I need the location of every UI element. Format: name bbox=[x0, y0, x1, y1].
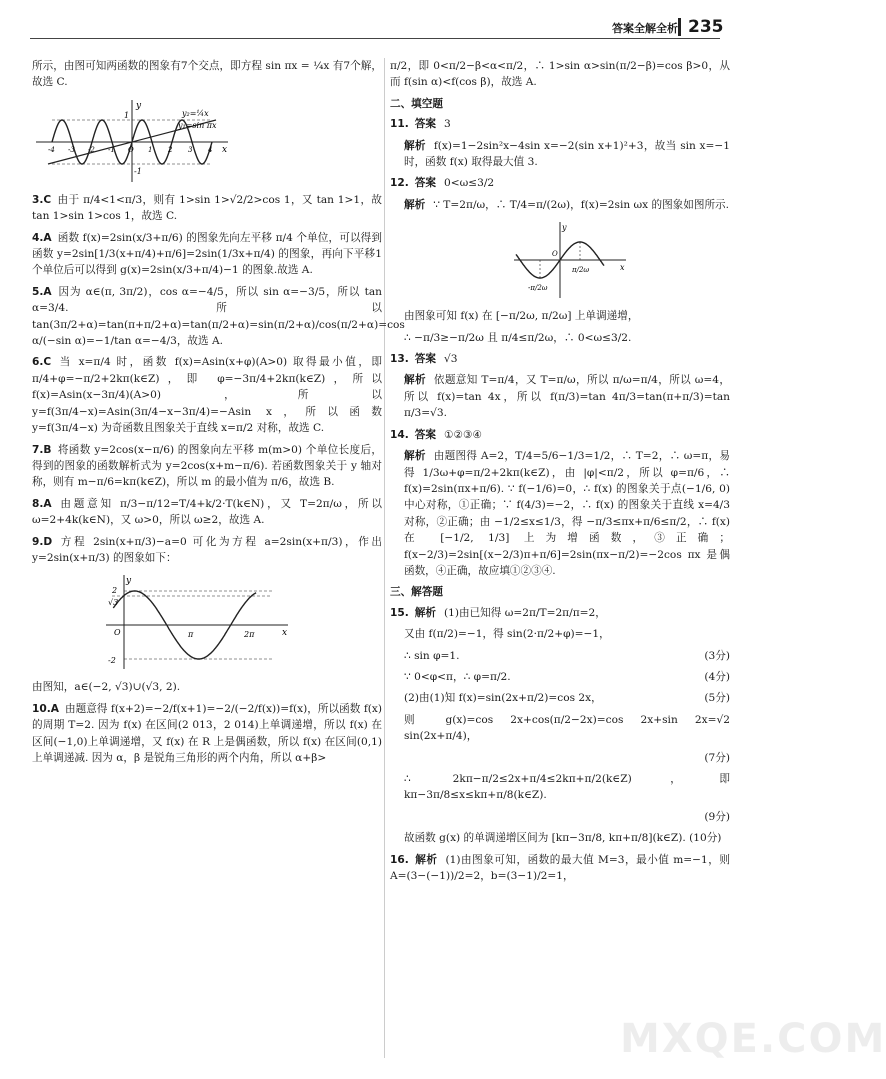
q4 bbox=[32, 230, 382, 279]
q16-num: 16. bbox=[390, 853, 409, 866]
q15-s1: (3分) bbox=[704, 649, 730, 662]
q15-s5-row bbox=[390, 809, 730, 825]
q10 bbox=[32, 701, 382, 767]
figure-sine-line bbox=[32, 96, 382, 184]
q15-l4-row bbox=[390, 669, 730, 685]
q10-text: 由题意得 f(x+2)=−2/f(x+1)=−2/(−2/f(x))=f(x)，所以函数 f(x) 的周期 T=2. 因为 f(x) 在区间(2 013，2 014)上单调递增，所以 f(x) 在区间(−1,0)上单调递增，又 f(x) 在 R 上是偶函数，所以 f(x) 在区间(0,1)上单调递减. 因为 α，β 是锐角三角形的两个内角，所以 α+β> bbox=[32, 702, 382, 764]
q12-line2: 由图象可知 f(x) 在 [−π/2ω, π/2ω] 上单调递增， bbox=[404, 310, 639, 323]
q5-num: 5.A bbox=[32, 285, 52, 298]
x-tick-2: -2 bbox=[88, 145, 95, 154]
x-tick-3: -1 bbox=[108, 145, 115, 154]
x-label: x bbox=[222, 144, 228, 155]
q15-l5-row bbox=[390, 690, 730, 706]
label-2pi: 2π bbox=[244, 630, 255, 640]
q6 bbox=[32, 354, 382, 436]
label-o: O bbox=[114, 628, 121, 638]
q15-l8: 故函数 g(x) 的单调递增区间为 [kπ−3π/8, kπ+π/8](k∈Z). bbox=[404, 832, 686, 845]
x-tick-1: -3 bbox=[68, 145, 75, 154]
q14-ans-tag: 答案 bbox=[414, 428, 436, 441]
q4-num: 4.A bbox=[32, 231, 52, 244]
label-sqrt3: √3 bbox=[108, 598, 119, 608]
q8 bbox=[32, 496, 382, 529]
continuation-text: 所示，由图可知两函数的图象有7个交点，即方程 sin πx = ¼x 有7个解，故选 C. bbox=[32, 60, 382, 89]
y-label: y bbox=[562, 223, 567, 233]
q11 bbox=[390, 116, 730, 132]
q4-text: 函数 f(x)=2sin(x/3+π/6) 的图象先向左平移 π/4 个单位，可以得到函数 y=2sin[1/3(x+π/4)+π/6]=2sin(1/3x+π/4) 的图象，再向下平移1个单位后可以得到 g(x)=2sin(x/3+π/4)−1 的图象.故选 A. bbox=[32, 231, 382, 277]
q12-exp bbox=[390, 197, 730, 213]
sin-omega-graph bbox=[510, 218, 630, 300]
q12-line3: ∴ −π/3≥−π/2ω 且 π/4≤π/2ω，∴ 0<ω≤3/2. bbox=[404, 331, 632, 344]
q11-exp-tag: 解析 bbox=[404, 139, 426, 152]
q8-num: 8.A bbox=[32, 497, 52, 510]
label-2: 2 bbox=[112, 586, 118, 596]
q9-conclusion: 由图知，a∈(−2, √3)∪(√3, 2). bbox=[32, 681, 181, 694]
x-tick-7: 3 bbox=[188, 145, 193, 154]
y1-label: y₁=sin πx bbox=[178, 120, 217, 130]
figure-sin-omega bbox=[390, 218, 730, 300]
q11-exp-text: f(x)=1−2sin²x−4sin x=−2(sin x+1)²+3，故当 sin x=−1 时，函数 f(x) 取得最大值 3. bbox=[404, 139, 731, 169]
q6-num: 6.C bbox=[32, 356, 52, 369]
q15-l8-row bbox=[390, 830, 730, 846]
header-rule bbox=[30, 38, 720, 39]
o-label: O bbox=[552, 250, 558, 259]
header-title: 答案全解全析 bbox=[612, 22, 678, 35]
q9 bbox=[32, 534, 382, 567]
label-neg2: -2 bbox=[108, 656, 116, 666]
page-header bbox=[0, 0, 750, 46]
label-pi: π bbox=[188, 630, 194, 640]
section-fill-blank: 二、填空题 bbox=[390, 97, 443, 110]
q15-l4: ∵ 0<φ<π，∴ φ=π/2. bbox=[404, 670, 511, 683]
q14 bbox=[390, 427, 730, 443]
figure-sine-wave bbox=[32, 571, 382, 671]
q10-num: 10.A bbox=[32, 702, 59, 715]
q12-num: 12. bbox=[390, 177, 409, 190]
q12-exp-text: ∵ T=2π/ω，∴ T/4=π/(2ω)，f(x)=2sin ωx 的图象如图所示. bbox=[433, 198, 730, 211]
header-bar bbox=[678, 18, 681, 36]
q12 bbox=[390, 175, 730, 191]
x-label: x bbox=[620, 263, 625, 273]
q13-ans-tag: 答案 bbox=[414, 353, 436, 366]
x-tick-8: 4 bbox=[208, 145, 213, 154]
q5 bbox=[32, 284, 405, 350]
q15-l5: (2)由(1)知 f(x)=sin(2x+π/2)=cos 2x， bbox=[404, 692, 602, 705]
q3 bbox=[32, 192, 382, 225]
sine-line-graph bbox=[32, 96, 232, 184]
y-label: y bbox=[126, 576, 132, 587]
q13 bbox=[390, 351, 730, 367]
tick-neg1: -1 bbox=[134, 166, 142, 176]
q6-text: 当 x=π/4 时，函数 f(x)=Asin(x+φ)(A>0) 取得最小值，即 π/4+φ=−π/2+2kπ(k∈Z)，即 φ=−3π/4+2kπ(k∈Z)，所以 f(x)=Asin(x−3π/4)(A>0)，所以 y=f(3π/4−x)=Asin(3π/4−x−3π/4)=−Asin x，所以函数 y=f(3π/4−x) 为奇函数且图象关于直线 x=π/2 对称，故选 C. bbox=[32, 356, 382, 435]
q15-exp-tag: 解析 bbox=[414, 606, 436, 619]
q14-num: 14. bbox=[390, 428, 409, 441]
page-number: 235 bbox=[688, 17, 724, 37]
q14-exp-text: 由题图得 A=2，T/4=5/6−1/3=1/2，∴ T=2，∴ ω=π，易得 1/3ω+φ=π/2+2kπ(k∈Z)，由 |φ|<π/2，所以 φ=π/6，∴ f(x)=2sin(πx+π/6). ∵ f(−1/6)=0，∴ f(x) 的图象关于点(−1/6, 0)中心对称，①正确；∵ f(4/3)=−2，∴ f(x) 的图象关于直线 x=4/3 对称，②正确；由 −1/2≤x≤1/3，得 −π/3≤πx+π/6≤π/2，∴ f(x) 在 [−1/2, 1/3] 上为增函数，③正确；f(x−2/3)=2sin[(x−2/3)π+π/6]=2sin(πx−π/2)=−2cos πx 是偶函数，④正确，故应填①②③④. bbox=[404, 450, 730, 577]
q15-s6: (10分) bbox=[689, 832, 722, 845]
q11-num: 11. bbox=[390, 118, 409, 131]
q15-l7: ∴ 2kπ−π/2≤2x+π/4≤2kπ+π/2(k∈Z)，即 kπ−3π/8≤x≤kπ+π/8(k∈Z). bbox=[404, 773, 730, 802]
q15-l1: (1)由已知得 ω=2π/T=2π/π=2， bbox=[443, 606, 606, 619]
x-tick-4: O bbox=[128, 145, 134, 154]
x-tick-5: 1 bbox=[148, 145, 153, 154]
q13-num: 13. bbox=[390, 353, 409, 366]
q15-s3: (5分) bbox=[704, 692, 730, 705]
q14-ans: ①②③④ bbox=[443, 428, 482, 441]
q16-text: (1)由图象可知，函数的最大值 M=3，最小值 m=−1，则 A=(3−(−1))/2=2，b=(3−1)/2=1， bbox=[390, 853, 730, 883]
q16-exp-tag: 解析 bbox=[414, 853, 438, 866]
tick-1: 1 bbox=[124, 110, 130, 120]
q11-ans: 3 bbox=[443, 118, 451, 131]
q11-ans-tag: 答案 bbox=[414, 118, 436, 131]
q13-exp bbox=[390, 372, 730, 421]
q9-num: 9.D bbox=[32, 535, 53, 548]
q11-exp bbox=[390, 138, 730, 171]
q7-num: 7.B bbox=[32, 443, 52, 456]
q13-ans: √3 bbox=[443, 353, 458, 366]
column-divider bbox=[384, 58, 385, 1058]
right-label: π/2ω bbox=[572, 266, 590, 275]
watermark: MXQE.COM bbox=[620, 1016, 886, 1062]
q13-exp-tag: 解析 bbox=[404, 374, 426, 387]
q12-exp-tag: 解析 bbox=[404, 198, 426, 211]
y2-label: y₂=¼x bbox=[182, 108, 209, 118]
q3-text: 由于 π/4<1<π/3，则有 1>sin 1>√2/2>cos 1，又 tan 1>1，故 tan 1>sin 1>cos 1，故选 C. bbox=[32, 193, 382, 223]
left-label: -π/2ω bbox=[528, 284, 548, 293]
q15-s5: (9分) bbox=[704, 810, 730, 823]
q15-s4: (7分) bbox=[704, 751, 730, 764]
x-tick-labels bbox=[48, 146, 212, 154]
sine-wave-graph bbox=[102, 571, 292, 671]
q9-text: 方程 2sin(x+π/3)−a=0 可化为方程 a=2sin(x+π/3)，作出 y=2sin(x+π/3) 的图象如下： bbox=[32, 535, 382, 564]
x-label: x bbox=[282, 628, 288, 639]
q15-s4-row bbox=[390, 750, 730, 766]
q15-l3: ∴ sin φ=1. bbox=[404, 649, 460, 662]
q12-ans: 0<ω≤3/2 bbox=[443, 177, 495, 190]
x-tick-0: -4 bbox=[48, 145, 55, 154]
q15 bbox=[390, 605, 730, 621]
right-column bbox=[390, 58, 730, 889]
q3-num: 3.C bbox=[32, 193, 52, 206]
continuation-text: π/2，即 0<π/2−β<α<π/2，∴ 1>sin α>sin(π/2−β)=cos β>0，从而 f(sin α)<f(cos β)，故选 A. bbox=[390, 60, 730, 89]
y-label: y bbox=[136, 100, 142, 111]
q12-ans-tag: 答案 bbox=[414, 177, 436, 190]
q15-l6: 则 g(x)=cos 2x+cos(π/2−2x)=cos 2x+sin 2x=√2 sin(2x+π/4)， bbox=[404, 713, 730, 743]
q15-s2: (4分) bbox=[704, 670, 730, 683]
q13-exp-text: 依题意知 T=π/4，又 T=π/ω，所以 π/ω=π/4，所以 ω=4，所以 f(x)=tan 4x，所以 f(π/3)=tan 4π/3=tan(π+π/3)=tan π/3=√3. bbox=[404, 374, 730, 420]
section-solve: 三、解答题 bbox=[390, 586, 443, 599]
q15-l3-row bbox=[390, 648, 730, 664]
q16 bbox=[390, 852, 730, 885]
q7-text: 将函数 y=2cos(x−π/6) 的图象向左平移 m(m>0) 个单位长度后，得到的图象的函数解析式为 y=2cos(x+m−π/6). 若函数图象关于 y 轴对称，则有 m−π/6=kπ(k∈Z)，所以 m 的最小值为 π/6，故选 B. bbox=[32, 443, 382, 489]
q14-exp-tag: 解析 bbox=[404, 450, 426, 463]
q15-l2: 又由 f(π/2)=−1，得 sin(2·π/2+φ)=−1， bbox=[404, 628, 610, 641]
q5-text: 因为 α∈(π, 3π/2)，cos α=−4/5，所以 sin α=−3/5，所以 tan α=3/4. 所以 tan(3π/2+α)=tan(π+π/2+α)=tan(π/2+α)=sin(π/2+α)/cos(π/2+α)=cos α/(−sin α)=−1/tan α=−4/3，故选 A. bbox=[32, 285, 405, 348]
q14-exp bbox=[390, 448, 730, 579]
x-tick-6: 2 bbox=[168, 145, 173, 154]
q7 bbox=[32, 442, 382, 491]
q8-text: 由题意知 π/3−π/12=T/4+k/2·T(k∈N)，又 T=2π/ω，所以 ω=2+4k(k∈N)，又 ω>0，所以 ω≥2，故选 A. bbox=[32, 497, 382, 527]
q15-num: 15. bbox=[390, 606, 409, 619]
